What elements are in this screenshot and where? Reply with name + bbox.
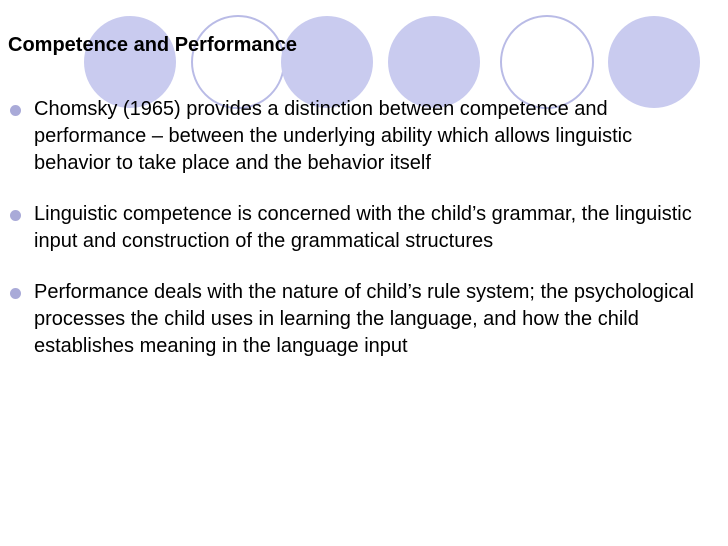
bullet-item [8,201,708,255]
bullet-text: Linguistic competence is concerned with the child’s grammar, the linguistic input and construction of the grammatical structures [34,203,692,252]
bullet-dot-icon [10,210,21,221]
bullet-list [8,96,708,384]
bullet-dot-icon [10,105,21,116]
bullet-item [8,279,708,360]
bullet-text: Chomsky (1965) provides a distinction between competence and performance – between the underlying ability which allows linguistic behavior to take place and the behavior itself [34,98,633,174]
bullet-item [8,96,708,177]
slide-title: Competence and Performance [8,34,297,56]
bullet-text: Performance deals with the nature of child’s rule system; the psychological processes the child uses in learning the language, and how the child establishes meaning in the language input [34,281,694,357]
bullet-dot-icon [10,288,21,299]
